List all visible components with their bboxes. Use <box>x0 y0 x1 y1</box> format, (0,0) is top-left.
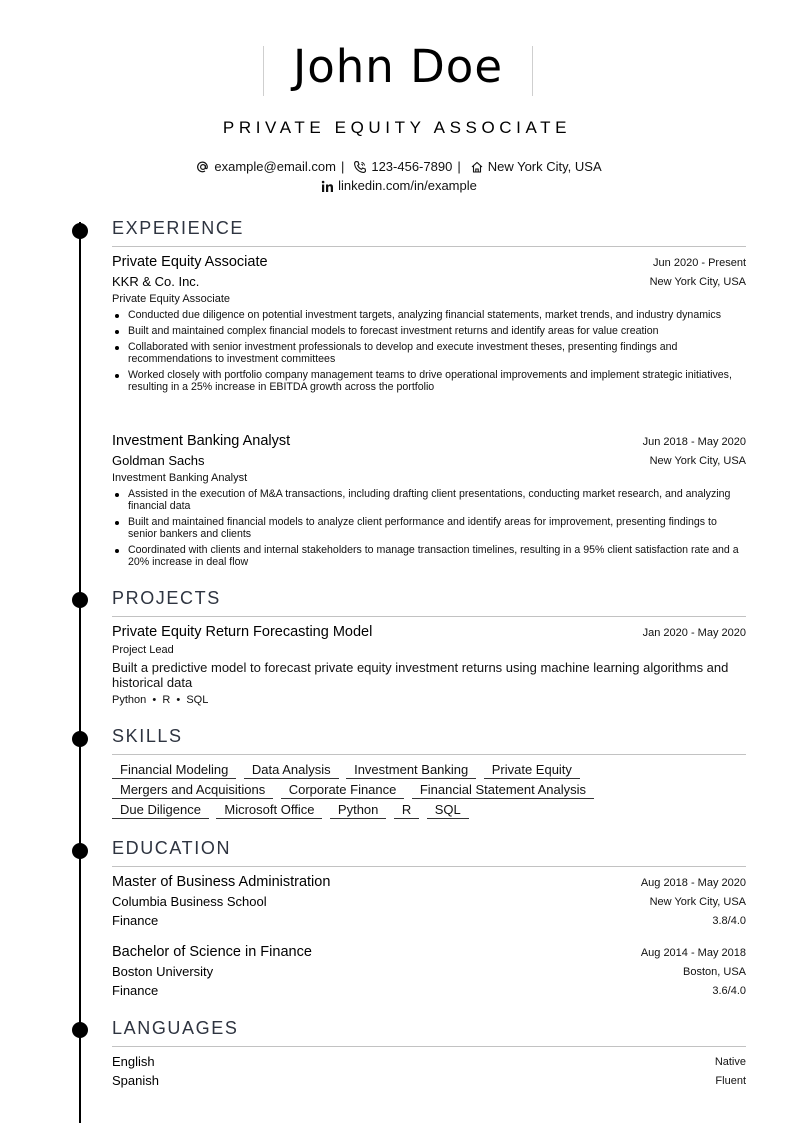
timeline-dot <box>72 223 88 239</box>
experience-bullets <box>112 488 746 572</box>
skills-line <box>112 761 752 781</box>
experience-item <box>112 254 746 272</box>
skills-line <box>112 781 752 801</box>
timeline-line <box>79 222 81 1123</box>
skill-chip: R <box>394 801 419 819</box>
bullet-item: Built and maintained financial models to analyze client performance and identify areas for improvement, presenting findings to senior bankers and clients <box>112 516 746 540</box>
timeline-dot <box>72 1022 88 1038</box>
contact-row-linkedin <box>0 178 794 194</box>
project-dates: Jan 2020 - May 2020 <box>642 627 746 639</box>
projects-heading <box>112 590 746 617</box>
skill-chip: SQL <box>427 801 469 819</box>
linkedin-link[interactable]: linkedin.com/in/example <box>338 178 477 193</box>
company-name: KKR & Co. Inc. <box>112 274 200 289</box>
position-dates: Jun 2018 - May 2020 <box>642 436 746 448</box>
school-name: Boston University <box>112 964 214 979</box>
gpa: 3.8/4.0 <box>712 915 746 927</box>
school-row <box>112 964 746 982</box>
experience-bullets <box>112 309 746 397</box>
field-row <box>112 983 746 1001</box>
skills-line <box>112 801 752 821</box>
school-row <box>112 894 746 912</box>
skill-chip: Mergers and Acquisitions <box>112 781 273 799</box>
location-text: New York City, USA <box>487 159 602 174</box>
education-heading-label: EDUCATION <box>112 838 232 858</box>
email-link[interactable]: example@email.com <box>214 159 336 174</box>
language-name: Spanish <box>112 1073 159 1088</box>
job-title: PRIVATE EQUITY ASSOCIATE <box>222 118 572 137</box>
project-description: Built a predictive model to forecast private equity investment returns using machine learning algorithms and historical data <box>112 660 729 690</box>
skill-chip: Microsoft Office <box>216 801 322 819</box>
bullet-item: Collaborated with senior investment professionals to develop and execute investment theses, presenting findings and recommendations to investment committees <box>112 341 746 365</box>
skill-chip: Due Diligence <box>112 801 209 819</box>
contact-separator: | <box>340 159 345 174</box>
skill-chip: Corporate Finance <box>281 781 405 799</box>
skills-list <box>112 761 752 821</box>
bullet-item: Assisted in the execution of M&A transactions, including drafting client presentations, conducting market research, and analyzing financial data <box>112 488 746 512</box>
contact-separator: | <box>457 159 461 174</box>
skill-chip: Financial Statement Analysis <box>412 781 594 799</box>
degree-name: Bachelor of Science in Finance <box>112 944 312 960</box>
school-location: New York City, USA <box>649 896 746 908</box>
field-row <box>112 913 746 931</box>
name-frame <box>263 40 533 96</box>
timeline-dot <box>72 843 88 859</box>
email-icon <box>196 160 210 175</box>
position-dates: Jun 2020 - Present <box>653 257 746 269</box>
company-row <box>112 453 746 471</box>
education-dates: Aug 2018 - May 2020 <box>640 877 746 889</box>
home-icon <box>470 160 484 175</box>
experience-heading <box>112 220 746 247</box>
position-title: Private Equity Associate <box>112 254 268 270</box>
project-name: Private Equity Return Forecasting Model <box>112 624 373 640</box>
timeline-dot <box>72 731 88 747</box>
candidate-name: John Doe <box>292 40 504 93</box>
language-level: Native <box>714 1056 746 1068</box>
company-row <box>112 274 746 292</box>
phone-icon <box>353 160 367 175</box>
skill-chip: Private Equity <box>484 761 580 779</box>
contact-row <box>0 159 794 175</box>
gpa: 3.6/4.0 <box>712 985 746 997</box>
timeline-dot <box>72 592 88 608</box>
skill-chip: Python <box>330 801 386 819</box>
company-location: New York City, USA <box>649 276 746 288</box>
phone-number[interactable]: 123-456-7890 <box>371 159 453 174</box>
skill-chip: Investment Banking <box>346 761 476 779</box>
language-row <box>112 1054 746 1072</box>
school-name: Columbia Business School <box>112 894 267 909</box>
languages-heading-label: LANGUAGES <box>112 1018 239 1038</box>
bullet-item: Built and maintained complex financial models to forecast investment returns and identify areas for value creation <box>112 325 746 337</box>
languages-heading <box>112 1020 746 1047</box>
company-name: Goldman Sachs <box>112 453 205 468</box>
field-of-study: Finance <box>112 983 159 998</box>
skill-chip: Financial Modeling <box>112 761 236 779</box>
project-tech-row <box>112 694 746 712</box>
bullet-item: Worked closely with portfolio company management teams to drive operational improvements and implement strategic initiatives, resulting in a 25% increase in EBITDA growth across the portfolio <box>112 369 746 393</box>
education-heading <box>112 840 746 867</box>
project-tech: Python • R • SQL <box>112 694 209 706</box>
education-item <box>112 944 746 962</box>
experience-item <box>112 433 746 451</box>
degree-name: Master of Business Administration <box>112 874 331 890</box>
role-label: Private Equity Associate <box>112 293 231 305</box>
language-name: English <box>112 1054 155 1069</box>
skill-chip: Data Analysis <box>244 761 339 779</box>
education-item <box>112 874 746 892</box>
bullet-item: Conducted due diligence on potential investment targets, analyzing financial statements, market trends, and industry dynamics <box>112 309 746 321</box>
projects-heading-label: PROJECTS <box>112 588 221 608</box>
bullet-item: Coordinated with clients and internal stakeholders to manage transaction timelines, resulting in a 95% client satisfaction rate and a 20% increase in deal flow <box>112 544 746 568</box>
field-of-study: Finance <box>112 913 159 928</box>
role-label: Investment Banking Analyst <box>112 472 248 484</box>
language-level: Fluent <box>715 1075 746 1087</box>
education-dates: Aug 2014 - May 2018 <box>640 947 746 959</box>
skills-heading-label: SKILLS <box>112 726 183 746</box>
company-location: New York City, USA <box>649 455 746 467</box>
project-item <box>112 624 746 642</box>
school-location: Boston, USA <box>683 966 746 978</box>
linkedin-icon <box>321 179 334 194</box>
language-row <box>112 1073 746 1091</box>
experience-heading-label: EXPERIENCE <box>112 218 245 238</box>
position-title: Investment Banking Analyst <box>112 433 291 449</box>
project-role: Project Lead <box>112 644 174 656</box>
skills-heading <box>112 728 746 755</box>
